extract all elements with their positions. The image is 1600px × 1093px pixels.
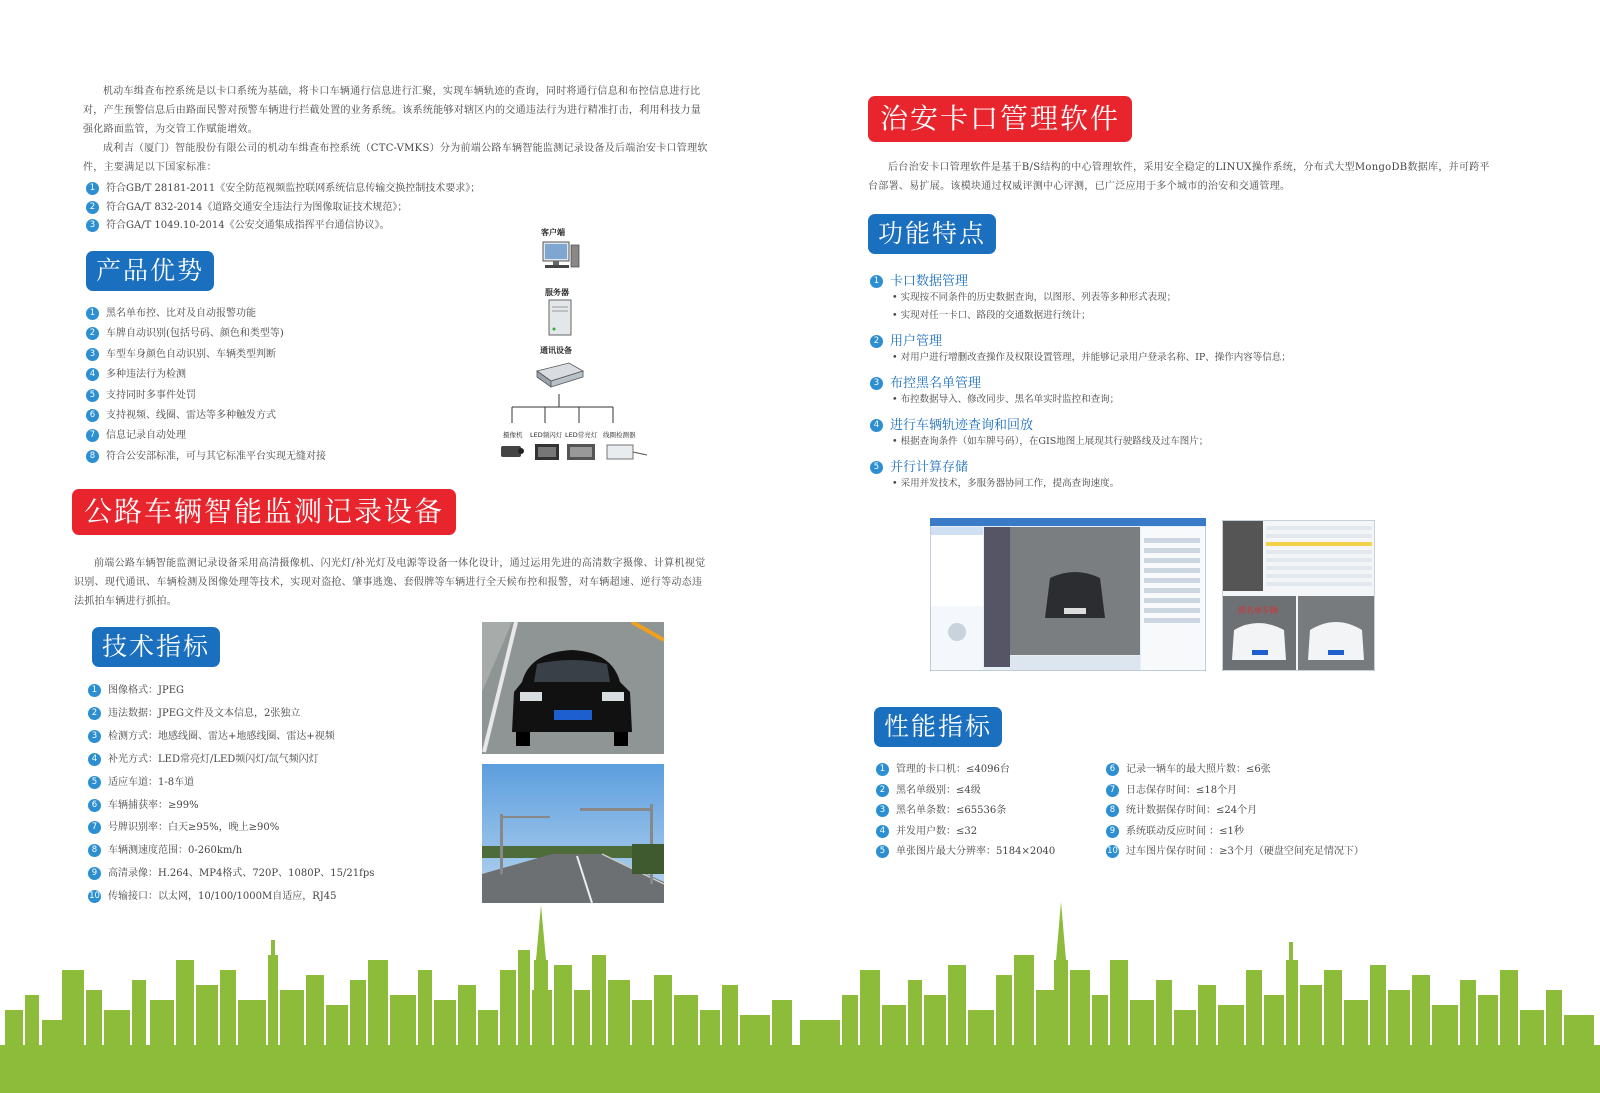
performance-item: 10 过车图片保存时间 ：≥3个月（硬盘空间充足情况下） (1107, 846, 1364, 857)
performance-item: 9 系统联动反应时间 ：≤1秒 (1106, 822, 1364, 843)
number-4-icon: 4 (870, 419, 883, 432)
number-4-icon: 4 (876, 825, 889, 838)
number-6-icon: 6 (88, 799, 101, 812)
standard-item: 3 符合GA/T 1049.10-2014《公安交通集成指挥平台通信协议》。 (86, 217, 480, 236)
advantage-item: 4 多种违法行为检测 (86, 365, 326, 385)
feature-title: 3 布控黑名单管理 (870, 372, 1291, 391)
comm-device-label: 通讯设备 (540, 346, 572, 355)
device-section-description: 前端公路车辆智能监测记录设备采用高清摄像机、闪光灯/补光灯及电源等设备一体化设计，通过运用先进的高清数字摄像、计算机视觉识别、现代通讯、车辆检测及图像处理等技术，实现对盗抢、肇事逃逸、套假牌等车辆进行全天候布控和报警，对车辆超速、逆行等动态违法抓拍车辆进行抓拍。 (74, 558, 706, 607)
features-list (870, 270, 1291, 493)
advantage-item: 7 信息记录自动处理 (86, 426, 326, 446)
advantage-item: 1 黑名单布控、比对及自动报警功能 (86, 304, 326, 324)
number-2-icon: 2 (86, 201, 99, 214)
number-9-icon: 9 (88, 867, 101, 880)
feature-title: 5 并行计算存储 (870, 456, 1291, 475)
number-7-icon: 7 (1106, 784, 1119, 797)
advantage-item: 8 符合公安部标准，可与其它标准平台实现无缝对接 (86, 447, 326, 467)
number-2-icon: 2 (88, 707, 101, 720)
feature-item: • 采用并发技术，多服务器协同工作，提高查询速度。 (892, 478, 1120, 489)
led-strobe-label: LED频闪灯 (530, 431, 563, 439)
tech-item: 7 号牌识别率：白天≥95%，晚上≥90% (88, 817, 374, 840)
feature-group (870, 456, 1291, 493)
tech-item: 8 车辆测速度范围：0-260km/h (88, 840, 374, 863)
led-light-label: LED常亮灯 (565, 431, 598, 439)
performance-list-left (876, 760, 1055, 863)
software-title: 治安卡口管理软件 (868, 96, 1132, 142)
network-diagram (495, 225, 665, 465)
feature-group (870, 372, 1291, 409)
feature-item: • 实现按不同条件的历史数据查询，以图形、列表等多种形式表现； (892, 292, 1177, 303)
city-skyline-graphic (0, 900, 1600, 1093)
advantage-item: 3 车型车身颜色自动识别、车辆类型判断 (86, 345, 326, 365)
number-8-icon: 8 (86, 450, 99, 463)
advantages-list (86, 304, 326, 467)
performance-item: 4 并发用户数：≤32 (876, 822, 1055, 843)
performance-item: 1 管理的卡口机：≤4096台 (876, 760, 1055, 781)
number-6-icon: 6 (1106, 763, 1119, 776)
number-6-icon: 6 (86, 409, 99, 422)
tech-item: 6 车辆捕获率：≥99% (88, 795, 374, 818)
device-icons (499, 441, 659, 463)
tech-item: 5 适应车道：1-8车道 (88, 772, 374, 795)
number-1-icon: 1 (86, 307, 99, 320)
number-10-icon: 10 (1107, 846, 1118, 856)
intro-paragraph-1: 机动车缉查布控系统是以卡口系统为基础，将卡口车辆通行信息进行汇聚，实现车辆轨迹的查询，同时将通行信息和布控信息进行比对，产生预警信息后由路面民警对预警车辆进行拦截处置的业务系统。该系统能够对辖区内的交通违法行为进行精准打击，利用科技力量强化路面监管，为交管工作赋能增效。 (83, 86, 701, 135)
performance-item: 8 统计数据保存时间：≤24个月 (1106, 801, 1364, 822)
feature-item: • 对用户进行增删改查操作及权限设置管理，并能够记录用户登录名称、IP、操作内容等信息； (892, 352, 1291, 363)
tech-specs-list (88, 680, 374, 909)
number-10-icon: 10 (89, 891, 100, 902)
performance-title: 性能指标 (874, 707, 1002, 747)
number-1-icon: 1 (86, 182, 99, 195)
feature-group (870, 270, 1291, 325)
tech-item: 4 补光方式：LED常亮灯/LED频闪灯/氙气频闪灯 (88, 749, 374, 772)
number-5-icon: 5 (870, 461, 883, 474)
number-3-icon: 3 (86, 219, 99, 232)
feature-title: 1 卡口数据管理 (870, 270, 1291, 289)
number-2-icon: 2 (86, 327, 99, 340)
server-label: 服务器 (545, 288, 569, 297)
standard-item: 1 符合GB/T 28181-2011《安全防范视频监控联网系统信息传输交换控制技术要求》； (86, 180, 480, 199)
feature-item: • 布控数据导入、修改同步、黑名单实时监控和查询； (892, 394, 1120, 405)
number-5-icon: 5 (88, 776, 101, 789)
software-description: 后台治安卡口管理软件是基于B/S结构的中心管理软件，采用安全稳定的LINUX操作系统，分布式大型MongoDB数据库，并可跨平台部署、易扩展。该模块通过权威评测中心评测，已广泛应用于多个城市的治安和交通管理。 (868, 162, 1490, 192)
feature-item: • 实现对任一卡口、路段的交通数据进行统计； (892, 310, 1091, 321)
device-section-title: 公路车辆智能监测记录设备 (72, 489, 456, 535)
number-1-icon: 1 (88, 684, 101, 697)
feature-item: • 根据查询条件（如车牌号码），在GIS地图上展现其行驶路线及过车图片； (892, 436, 1209, 447)
loop-detector-label: 线圈检测器 (603, 431, 636, 439)
tech-item: 3 检测方式：地感线圈、雷达+地感线圈、雷达+视频 (88, 726, 374, 749)
intro-paragraph-2: 成利吉（厦门）智能股份有限公司的机动车缉查布控系统（CTC-VMKS）分为前端公路车辆智能监测记录设备及后端治安卡口管理软件，主要满足以下国家标准： (83, 143, 708, 173)
software-screenshot-main (930, 518, 1206, 671)
performance-item: 3 黑名单条数：≤65536条 (876, 801, 1055, 822)
number-7-icon: 7 (86, 429, 99, 442)
feature-title: 2 用户管理 (870, 330, 1291, 349)
features-title: 功能特点 (868, 214, 996, 254)
advantage-item: 5 支持同时多事件处罚 (86, 386, 326, 406)
standard-item: 2 符合GA/T 832-2014《道路交通安全违法行为图像取证技术规范》； (86, 199, 480, 218)
connector-lines (495, 225, 665, 465)
number-1-icon: 1 (876, 763, 889, 776)
number-5-icon: 5 (876, 845, 889, 858)
advantage-item: 6 支持视频、线圈、雷达等多种触发方式 (86, 406, 326, 426)
standards-list (86, 180, 480, 236)
car-capture-photo (482, 622, 664, 754)
client-label: 客户端 (541, 228, 565, 237)
tech-item: 10 传输接口：以太网，10/100/1000M自适应，RJ45 (89, 891, 337, 903)
tech-title: 技术指标 (92, 627, 220, 667)
number-3-icon: 3 (88, 730, 101, 743)
tech-item: 2 违法数据：JPEG文件及文本信息，2张独立 (88, 703, 374, 726)
number-9-icon: 9 (1106, 825, 1119, 838)
number-3-icon: 3 (870, 377, 883, 390)
number-4-icon: 4 (86, 368, 99, 381)
blacklist-vehicle-label: 黑名单车辆 (1238, 606, 1278, 615)
number-2-icon: 2 (870, 335, 883, 348)
number-8-icon: 8 (1106, 804, 1119, 817)
number-3-icon: 3 (86, 348, 99, 361)
feature-title: 4 进行车辆轨迹查询和回放 (870, 414, 1291, 433)
camera-label: 摄像机 (503, 431, 523, 439)
tech-item: 9 高清录像：H.264、MP4格式、720P、1080P、15/21fps (88, 863, 374, 886)
number-8-icon: 8 (88, 844, 101, 857)
feature-group (870, 414, 1291, 451)
performance-item: 5 单张图片最大分辨率：5184×2040 (876, 842, 1055, 863)
number-4-icon: 4 (88, 753, 101, 766)
number-3-icon: 3 (876, 804, 889, 817)
performance-item: 2 黑名单级别：≤4级 (876, 781, 1055, 802)
feature-group (870, 330, 1291, 367)
performance-item: 6 记录一辆车的最大照片数：≤6张 (1106, 760, 1364, 781)
advantage-item: 2 车牌自动识别(包括号码、颜色和类型等) (86, 324, 326, 344)
number-1-icon: 1 (870, 275, 883, 288)
performance-item: 7 日志保存时间：≤18个月 (1106, 781, 1364, 802)
road-gantry-photo (482, 764, 664, 903)
number-7-icon: 7 (88, 821, 101, 834)
tech-item: 1 图像格式：JPEG (88, 680, 374, 703)
advantages-title: 产品优势 (86, 251, 214, 291)
software-screenshot-blacklist (1222, 520, 1375, 671)
performance-list-right (1106, 760, 1364, 863)
number-2-icon: 2 (876, 784, 889, 797)
number-5-icon: 5 (86, 389, 99, 402)
